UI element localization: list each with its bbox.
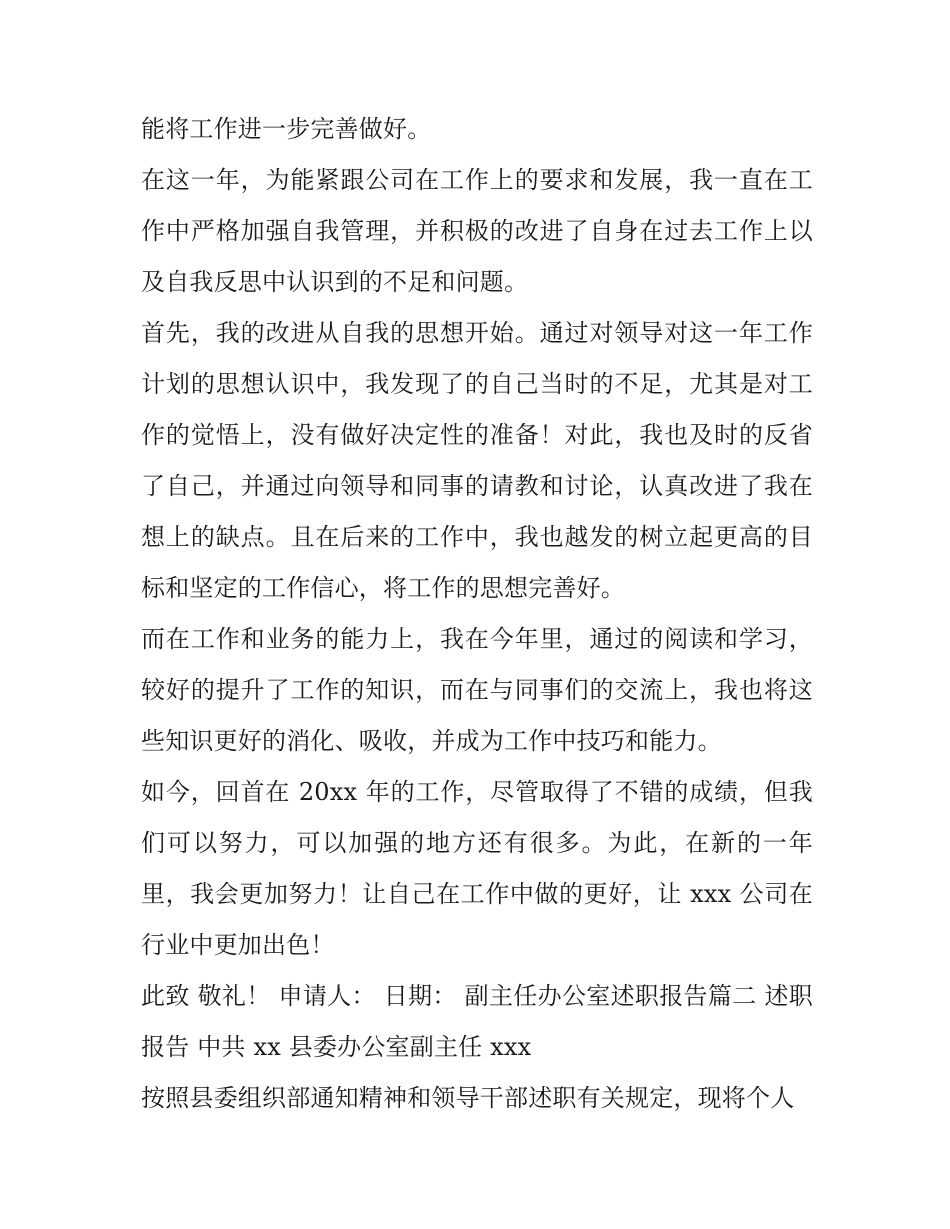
paragraph-6: 此致 敬礼！ 申请人： 日期： 副主任办公室述职报告篇二 述职报告 中共 xx 县委办公室副主任 xxx <box>141 982 813 1061</box>
paragraph-4: 而在工作和业务的能力上，我在今年里，通过的阅读和学习，较好的提升了工作的知识，而在与同事们的交流上，我也将这些知识更好的消化、吸收，并成为工作中技巧和能力。 <box>141 625 813 755</box>
document-body <box>141 104 813 1124</box>
paragraph-1: 能将工作进一步完善做好。 <box>141 115 432 143</box>
paragraph-2: 在这一年，为能紧跟公司在工作上的要求和发展，我一直在工作中严格加强自我管理，并积极的改进了自身在过去工作上以及自我反思中认识到的不足和问题。 <box>141 166 813 296</box>
paragraph-3: 首先，我的改进从自我的思想开始。通过对领导对这一年工作计划的思想认识中，我发现了的自己当时的不足，尤其是对工作的觉悟上，没有做好决定性的准备！对此，我也及时的反省了自己，并通过向领导和同事的请教和讨论，认真改进了我在想上的缺点。且在后来的工作中，我也越发的树立起更高的目标和坚定的工作信心，将工作的思想完善好。 <box>141 319 813 602</box>
paragraph-5: 如今，回首在 20xx 年的工作，尽管取得了不错的成绩，但我们可以努力，可以加强的地方还有很多。为此，在新的一年里，我会更加努力！让自己在工作中做的更好，让 xxx 公司在行业中更加出色！ <box>141 778 813 959</box>
paragraph-7: 按照县委组织部通知精神和领导干部述职有关规定，现将个人 <box>141 1084 795 1112</box>
